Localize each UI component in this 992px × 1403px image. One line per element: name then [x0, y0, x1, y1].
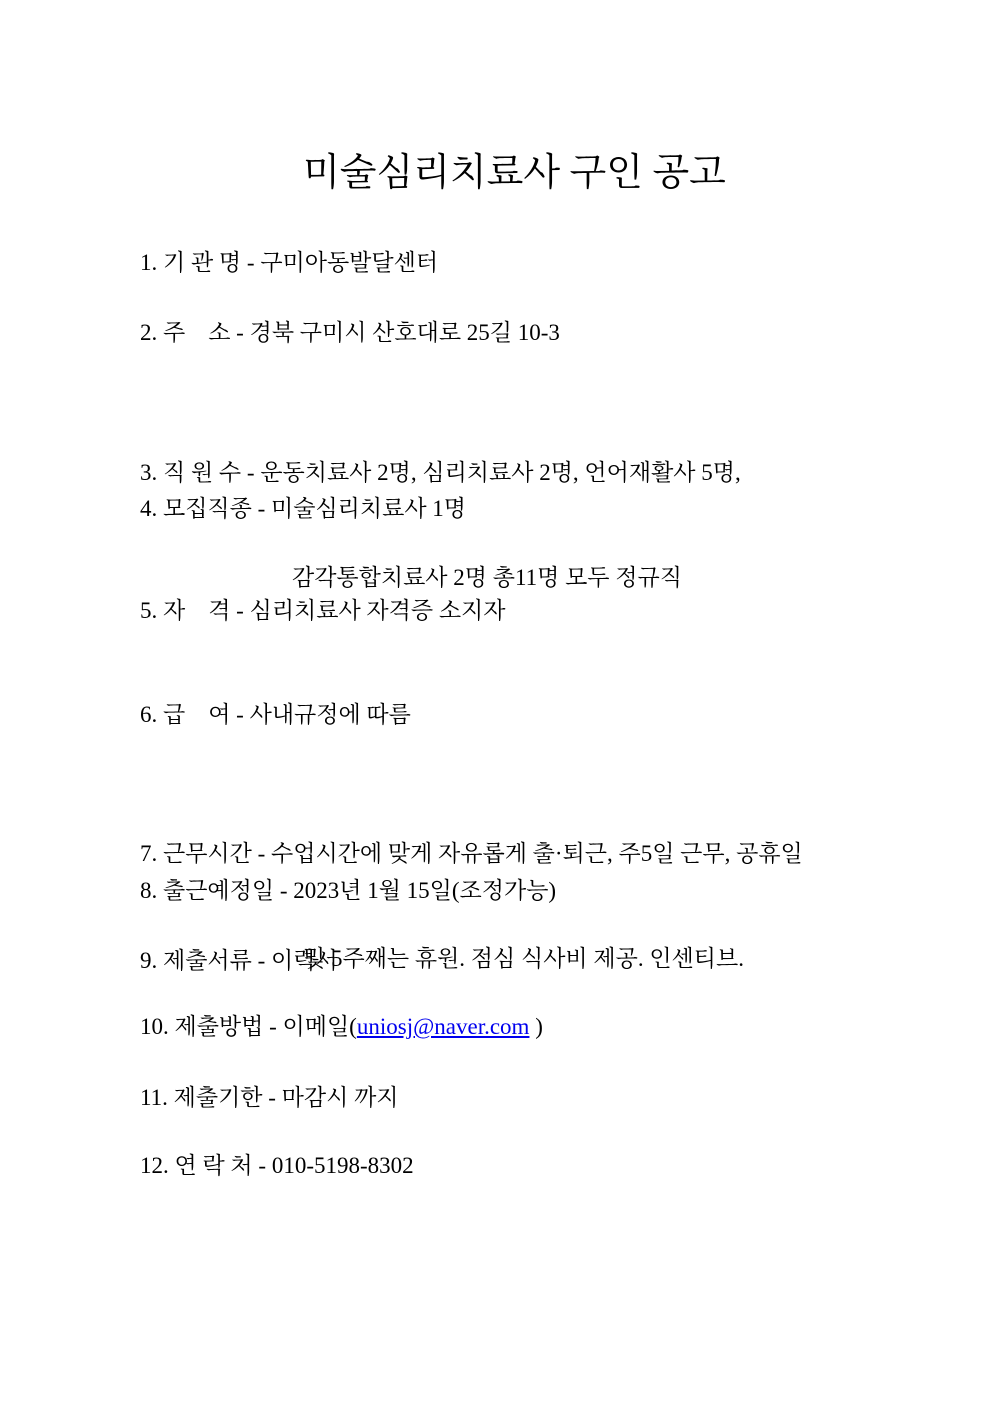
notice-item-working-hours-line2: 및 5주째는 휴원. 점심 식사비 제공. 인센티브.	[303, 946, 744, 971]
notice-item-deadline: 11. 제출기한 - 마감시 까지	[140, 1085, 399, 1110]
notice-item-salary: 6. 급 여 - 사내규정에 따름	[140, 702, 411, 727]
submission-method-prefix: 10. 제출방법 - 이메일(	[140, 1014, 357, 1039]
notice-item-qualification: 5. 자 격 - 심리치료사 자격증 소지자	[140, 598, 506, 623]
submission-method-suffix: )	[529, 1014, 543, 1039]
notice-item-staff-count-line2: 감각통합치료사 2명 총11명 모두 정규직	[292, 565, 682, 590]
notice-item-institution: 1. 기 관 명 - 구미아동발달센터	[140, 250, 439, 275]
email-link[interactable]: uniosj@naver.com	[356, 1014, 530, 1039]
notice-item-recruit-position: 4. 모집직종 - 미술심리치료사 1명	[140, 496, 467, 521]
notice-item-start-date: 8. 출근예정일 - 2023년 1월 15일(조정가능)	[140, 878, 557, 903]
notice-item-contact: 12. 연 락 처 - 010-5198-8302	[140, 1153, 414, 1178]
document-title: 미술심리치료사 구인 공고	[303, 152, 726, 194]
notice-item-working-hours-line1: 7. 근무시간 - 수업시간에 맞게 자유롭게 출·퇴근, 주5일 근무, 공휴일	[140, 841, 803, 866]
notice-item-staff-count-line1: 3. 직 원 수 - 운동치료사 2명, 심리치료사 2명, 언어재활사 5명,	[140, 460, 741, 485]
notice-item-submission-method	[140, 1009, 543, 1044]
notice-item-address: 2. 주 소 - 경북 구미시 산호대로 25길 10-3	[140, 320, 560, 345]
notice-item-required-documents: 9. 제출서류 - 이력서	[140, 948, 338, 973]
